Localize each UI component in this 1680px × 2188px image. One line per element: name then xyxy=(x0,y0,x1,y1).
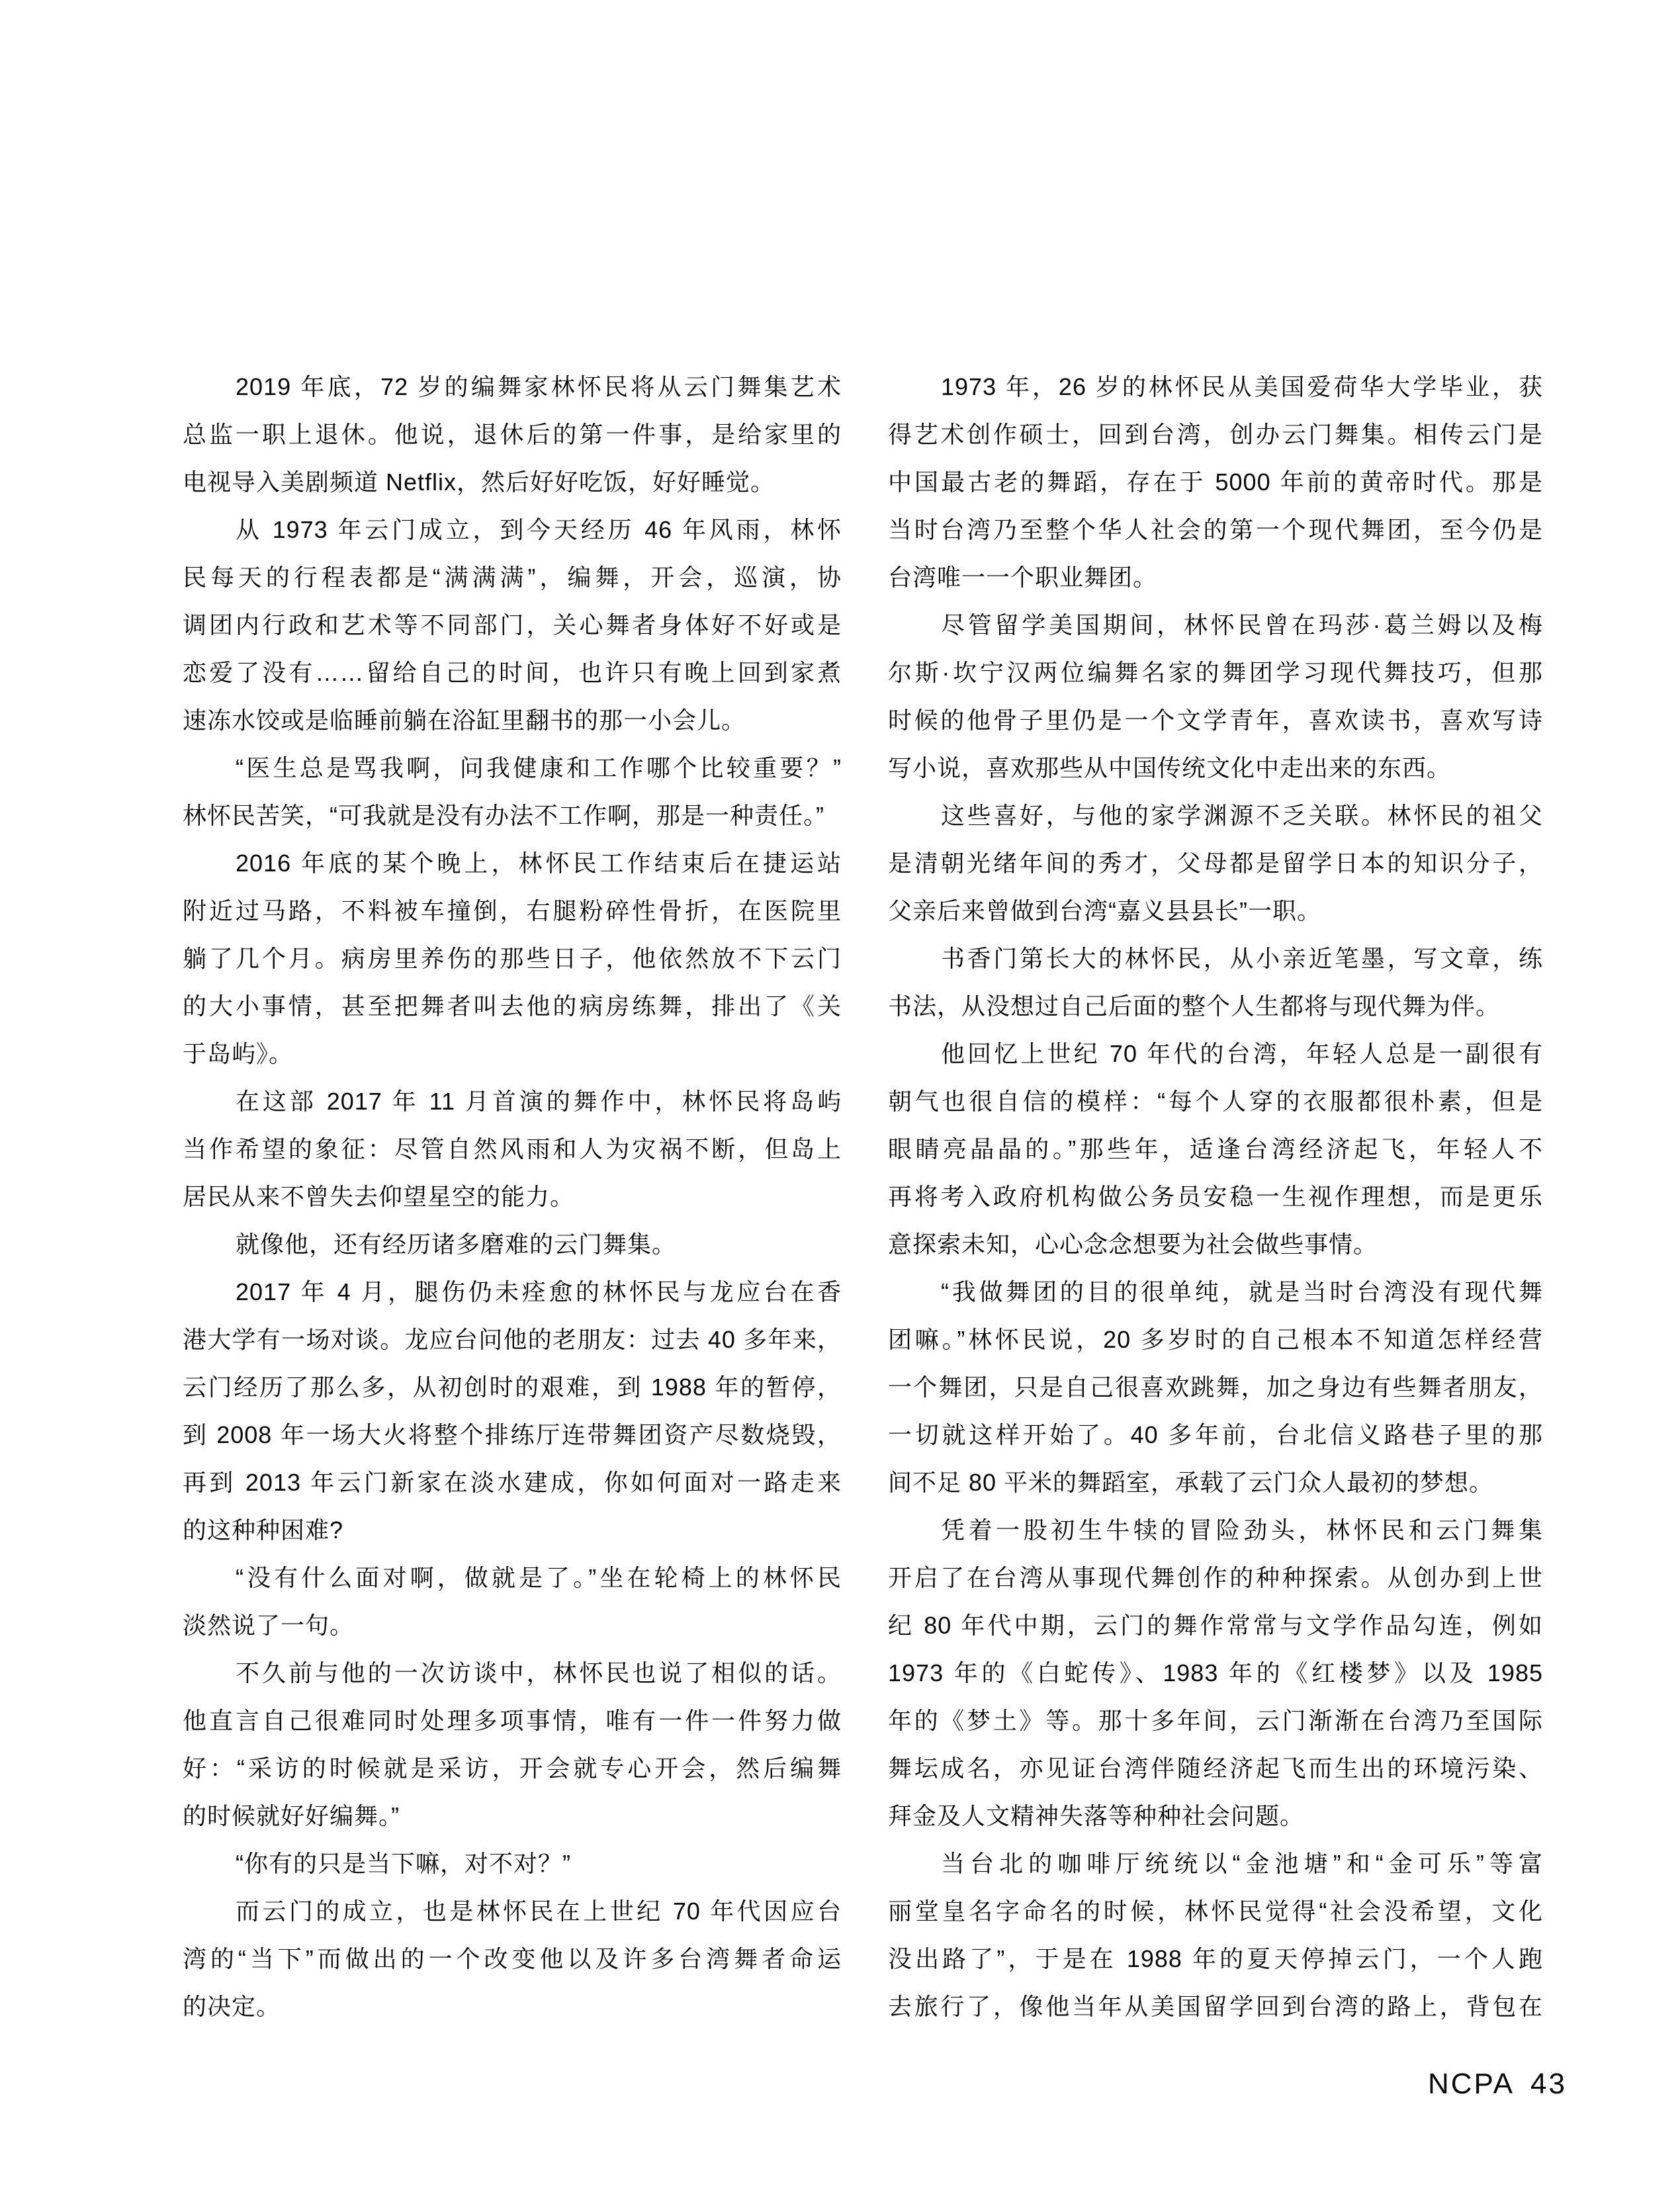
text-line: 调团内行政和艺术等不同部门，关心舞者身体好不好或是 xyxy=(183,611,842,638)
text-line: 当台北的咖啡厅统统以“金池塘”和“金可乐”等富 xyxy=(941,1850,1543,1877)
text-line: 他直言自己很难同时处理多项事情，唯有一件一件努力做 xyxy=(183,1707,842,1734)
text-line: 林怀民苦笑，“可我就是没有办法不工作啊，那是一种责任。” xyxy=(183,802,824,829)
text-line: 云门经历了那么多，从初创时的艰难，到 1988 年的暂停， xyxy=(183,1374,842,1401)
text-line: 年的《梦土》等。那十多年间，云门渐渐在台湾乃至国际 xyxy=(888,1707,1543,1734)
text-line: 的这种种困难? xyxy=(183,1516,344,1544)
text-line: 纪 80 年代中期，云门的舞作常常与文学作品勾连，例如 xyxy=(888,1612,1543,1639)
text-line: 1973 年的《白蛇传》、1983 年的《红楼梦》以及 1985 xyxy=(888,1659,1543,1686)
text-line: 港大学有一场对谈。龙应台问他的老朋友：过去 40 多年来， xyxy=(183,1326,842,1353)
text-line: 中国最古老的舞蹈，存在于 5000 年前的黄帝时代。那是 xyxy=(888,468,1543,496)
text-line: 1973 年，26 岁的林怀民从美国爱荷华大学毕业，获 xyxy=(941,373,1543,400)
text-line: 尽管留学美国期间，林怀民曾在玛莎·葛兰姆以及梅 xyxy=(941,611,1543,638)
text-line: 这些喜好，与他的家学渊源不乏关联。林怀民的祖父 xyxy=(941,802,1543,829)
text-line: 一个舞团，只是自己很喜欢跳舞，加之身边有些舞者朋友， xyxy=(888,1374,1543,1401)
text-line: “我做舞团的目的很单纯，就是当时台湾没有现代舞 xyxy=(941,1278,1543,1305)
text-line: 2017 年 4 月，腿伤仍未痊愈的林怀民与龙应台在香 xyxy=(236,1278,842,1305)
text-line: 间不足 80 平米的舞蹈室，承载了云门众人最初的梦想。 xyxy=(888,1469,1494,1496)
text-line: 拜金及人文精神失落等种种社会问题。 xyxy=(888,1802,1305,1829)
text-line: 书香门第长大的林怀民，从小亲近笔墨，写文章，练 xyxy=(941,945,1543,972)
text-line: 团嘛。”林怀民说，20 多岁时的自己根本不知道怎样经营 xyxy=(888,1326,1543,1353)
text-line: 舞坛成名，亦见证台湾伴随经济起飞而生出的环境污染、 xyxy=(888,1755,1543,1782)
text-line: 在这部 2017 年 11 月首演的舞作中，林怀民将岛屿 xyxy=(236,1088,842,1115)
text-line: 凭着一股初生牛犊的冒险劲头，林怀民和云门舞集 xyxy=(941,1516,1543,1544)
text-line: 得艺术创作硕士，回到台湾，创办云门舞集。相传云门是 xyxy=(888,421,1543,448)
text-line: 居民从来不曾失去仰望星空的能力。 xyxy=(183,1183,575,1210)
text-line: 总监一职上退休。他说，退休后的第一件事，是给家里的 xyxy=(183,421,842,448)
text-line: 父亲后来曾做到台湾“嘉义县县长”一职。 xyxy=(888,897,1321,924)
text-line: 是清朝光绪年间的秀才，父母都是留学日本的知识分子， xyxy=(888,850,1543,877)
text-line: 2016 年底的某个晚上，林怀民工作结束后在捷运站 xyxy=(236,850,842,877)
article-column-left xyxy=(183,363,842,2031)
text-line: 速冻水饺或是临睡前躺在浴缸里翻书的那一小会儿。 xyxy=(183,707,746,734)
text-line: 当作希望的象征：尽管自然风雨和人为灾祸不断，但岛上 xyxy=(183,1135,842,1162)
text-line: 就像他，还有经历诸多磨难的云门舞集。 xyxy=(236,1231,677,1258)
text-line: 开启了在台湾从事现代舞创作的种种探索。从创办到上世 xyxy=(888,1564,1543,1591)
text-line: 尔斯·坎宁汉两位编舞名家的舞团学习现代舞技巧，但那 xyxy=(888,659,1543,686)
text-line: 电视导入美剧频道 Netflix，然后好好吃饭，好好睡觉。 xyxy=(183,468,775,496)
text-line: 的时候就好好编舞。” xyxy=(183,1802,400,1829)
text-line: 民每天的行程表都是“满满满”，编舞，开会，巡演，协 xyxy=(183,564,842,591)
text-line: 到 2008 年一场大火将整个排练厅连带舞团资产尽数烧毁， xyxy=(183,1421,842,1448)
text-line: 躺了几个月。病房里养伤的那些日子，他依然放不下云门 xyxy=(183,945,842,972)
text-line: 恋爱了没有……留给自己的时间，也许只有晚上回到家煮 xyxy=(183,659,842,686)
text-line: 附近过马路，不料被车撞倒，右腿粉碎性骨折，在医院里 xyxy=(183,897,842,924)
text-line: 时候的他骨子里仍是一个文学青年，喜欢读书，喜欢写诗 xyxy=(888,707,1543,734)
journal-name: NCPA xyxy=(1428,2068,1515,2100)
text-line: 的大小事情，甚至把舞者叫去他的病房练舞，排出了《关 xyxy=(183,992,842,1020)
text-line: 书法，从没想过自己后面的整个人生都将与现代舞为伴。 xyxy=(888,992,1501,1020)
text-line: 朝气也很自信的模样：“每个人穿的衣服都很朴素，但是 xyxy=(888,1088,1543,1115)
text-line: “没有什么面对啊，做就是了。”坐在轮椅上的林怀民 xyxy=(236,1564,842,1591)
text-line: 去旅行了，像他当年从美国留学回到台湾的路上，背包在 xyxy=(888,1993,1543,2020)
article-column-right xyxy=(888,363,1543,2031)
text-line: 从 1973 年云门成立，到今天经历 46 年风雨，林怀 xyxy=(236,516,842,543)
text-line: 的决定。 xyxy=(183,1993,281,2020)
text-line: 好：“采访的时候就是采访，开会就专心开会，然后编舞 xyxy=(183,1755,842,1782)
text-line: “你有的只是当下嘛，对不对？” xyxy=(236,1850,571,1877)
page-number: 43 xyxy=(1530,2068,1567,2100)
text-line: 再将考入政府机构做公务员安稳一生视作理想，而是更乐 xyxy=(888,1183,1543,1210)
text-line: 写小说，喜欢那些从中国传统文化中走出来的东西。 xyxy=(888,754,1452,781)
text-line: 一切就这样开始了。40 多年前，台北信义路巷子里的那 xyxy=(888,1421,1543,1448)
text-line: 淡然说了一句。 xyxy=(183,1612,355,1639)
text-line: 他回忆上世纪 70 年代的台湾，年轻人总是一副很有 xyxy=(941,1040,1543,1067)
text-line: 丽堂皇名字命名的时候，林怀民觉得“社会没希望，文化 xyxy=(888,1898,1543,1925)
text-line: 没出路了”，于是在 1988 年的夏天停掉云门，一个人跑 xyxy=(888,1945,1543,1972)
page-footer xyxy=(1428,2067,1567,2101)
text-line: 而云门的成立，也是林怀民在上世纪 70 年代因应台 xyxy=(236,1898,842,1925)
text-line: 不久前与他的一次访谈中，林怀民也说了相似的话。 xyxy=(236,1659,842,1686)
text-line: 台湾唯一一个职业舞团。 xyxy=(888,564,1158,591)
text-line: 意探索未知，心心念念想要为社会做些事情。 xyxy=(888,1231,1378,1258)
text-line: 当时台湾乃至整个华人社会的第一个现代舞团，至今仍是 xyxy=(888,516,1543,543)
text-line: 湾的“当下”而做出的一个改变他以及许多台湾舞者命运 xyxy=(183,1945,842,1972)
text-line: 于岛屿》。 xyxy=(183,1040,294,1067)
text-line: 眼睛亮晶晶的。”那些年，适逢台湾经济起飞，年轻人不 xyxy=(888,1135,1543,1162)
text-line: 再到 2013 年云门新家在淡水建成，你如何面对一路走来 xyxy=(183,1469,842,1496)
text-line: “医生总是骂我啊，问我健康和工作哪个比较重要？” xyxy=(236,754,842,781)
text-line: 2019 年底，72 岁的编舞家林怀民将从云门舞集艺术 xyxy=(236,373,842,400)
